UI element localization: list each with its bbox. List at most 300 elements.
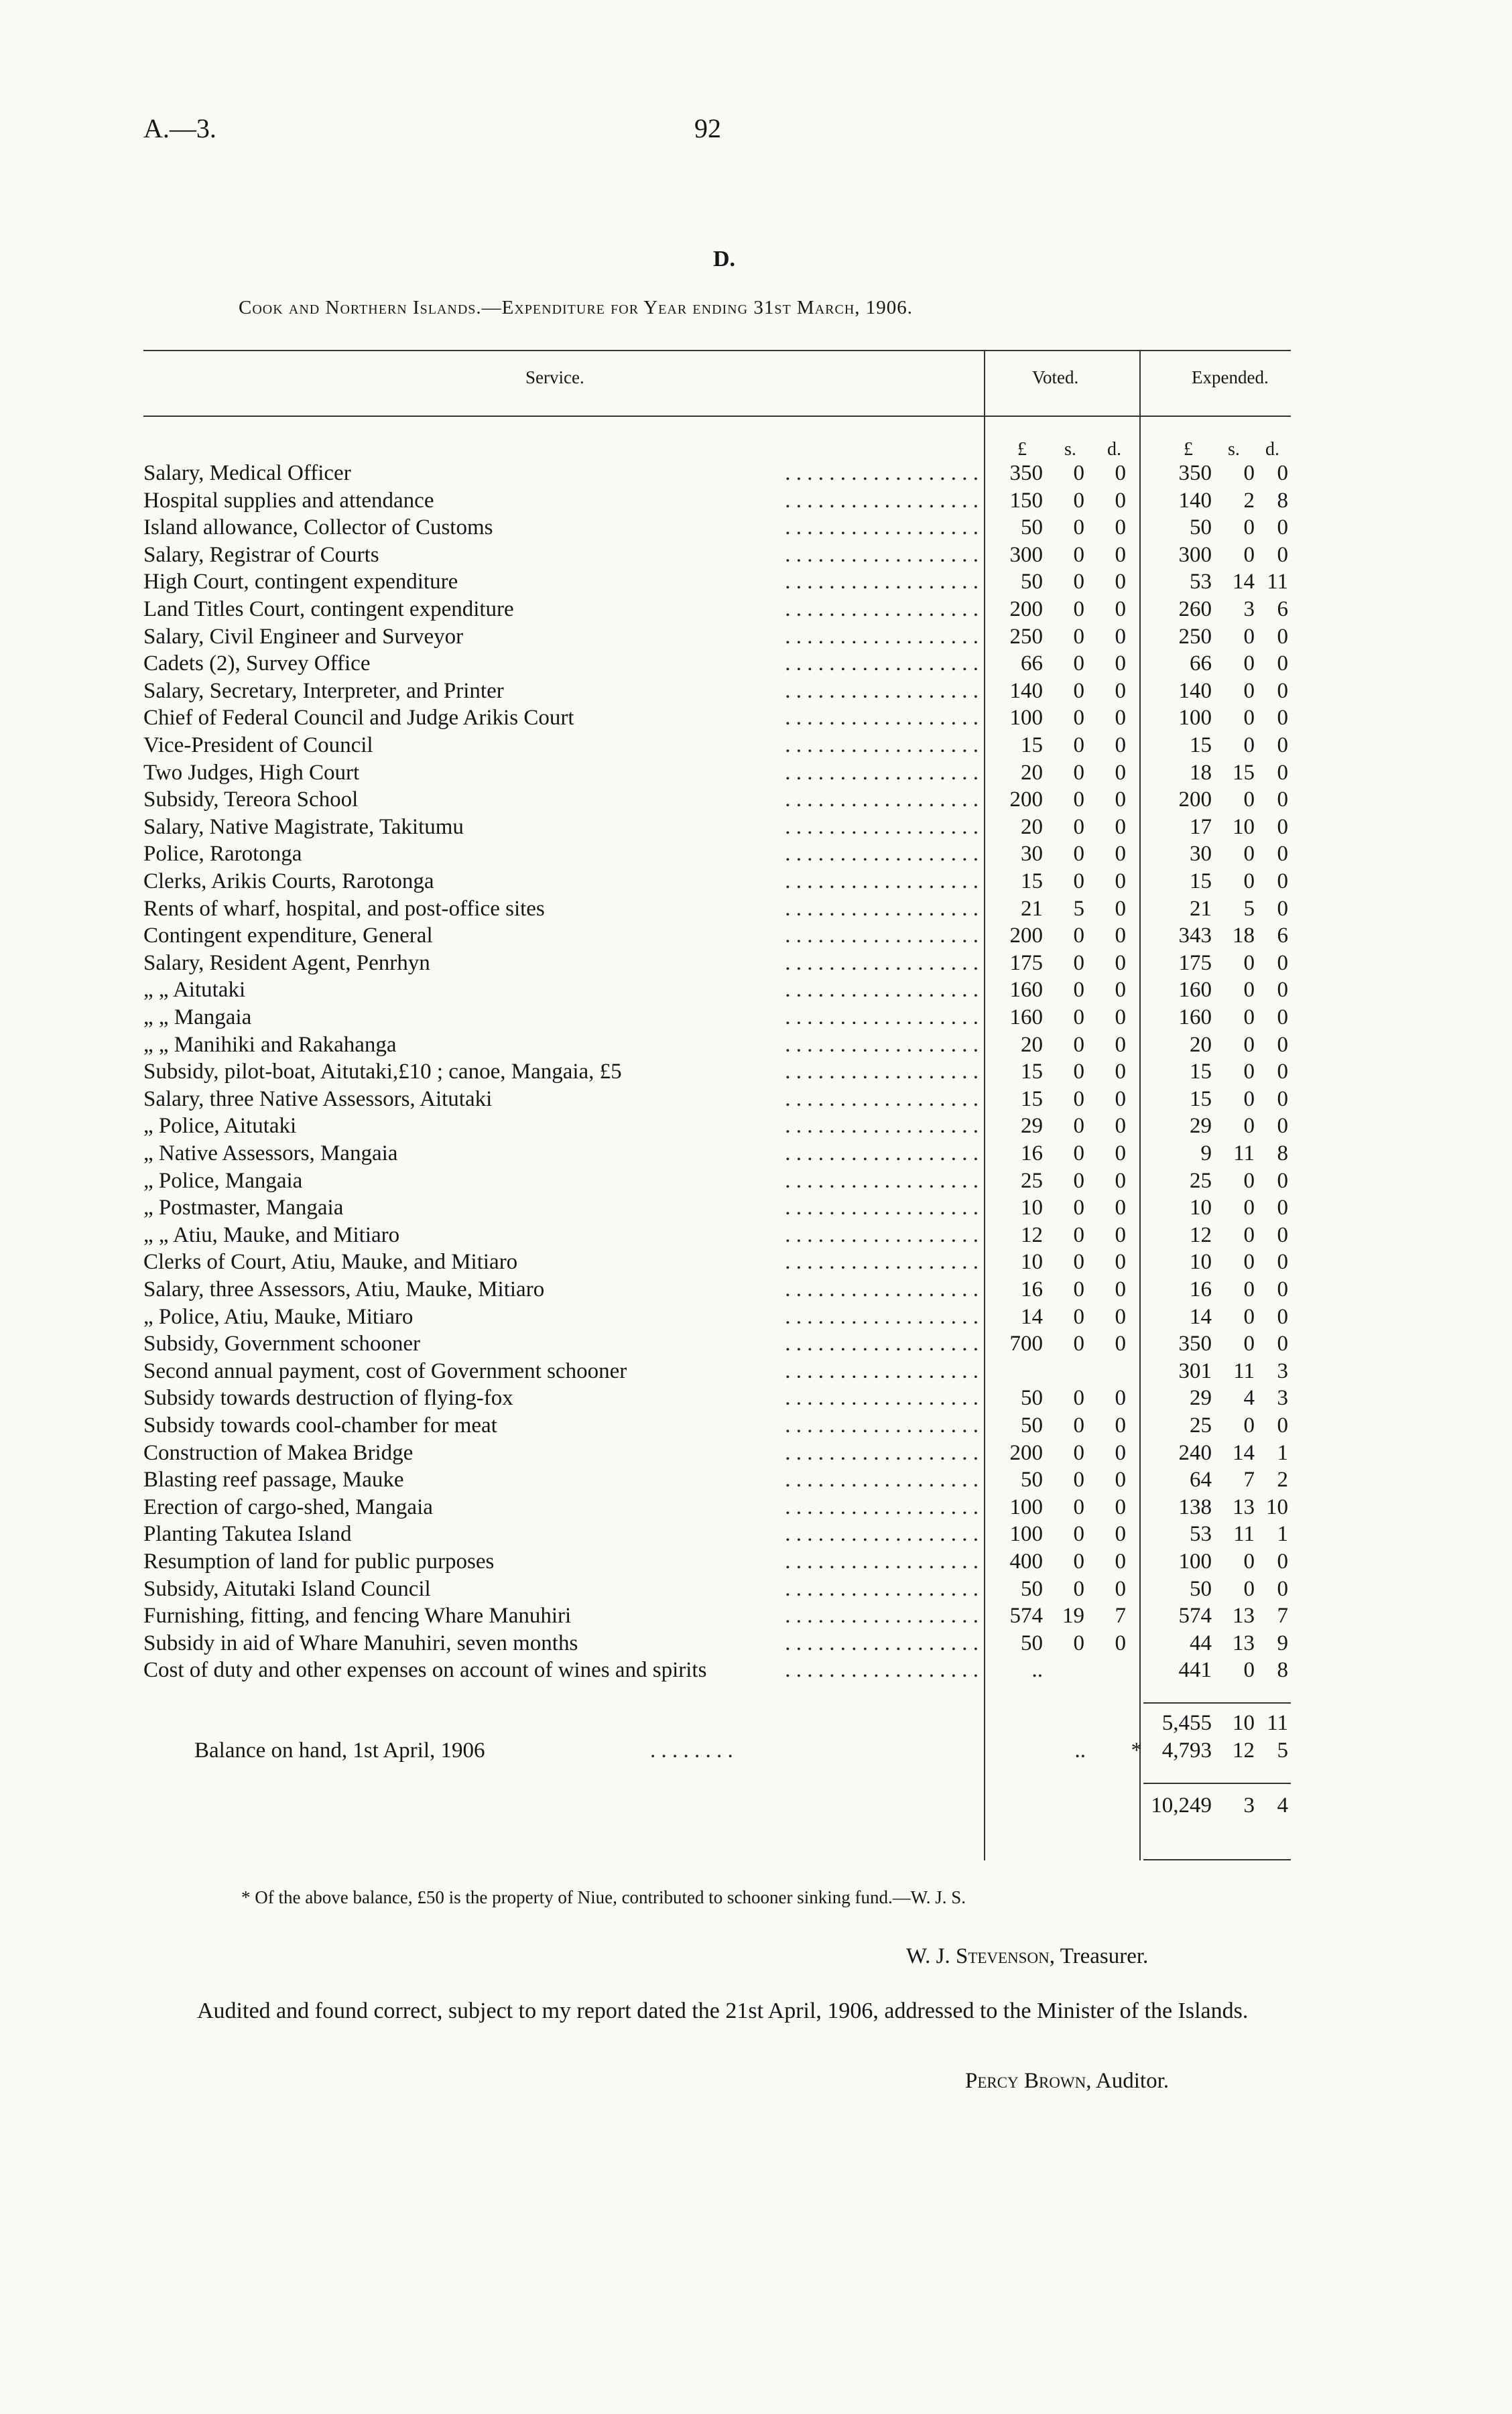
leader-dots: . . . . . . . . . . . . . . . . . . (785, 1658, 979, 1683)
voted-shillings: 0 (1073, 1522, 1084, 1547)
expended-pence: 8 (1277, 1141, 1288, 1165)
leader-dots: . . . . . . . . . . . . . . . . . . (785, 787, 979, 812)
document-reference: A.—3. (143, 113, 216, 143)
expended-shillings: 14 (1233, 570, 1255, 594)
expended-shillings: 0 (1243, 1250, 1255, 1275)
treasurer-title: Treasurer. (1060, 1944, 1149, 1968)
table-row (0, 1223, 1512, 1251)
leader-dots: . . . . . . . . . . . . . . . . . . (785, 624, 979, 649)
table-row (0, 842, 1512, 869)
table-row (0, 787, 1512, 815)
total-rule (1143, 1783, 1291, 1784)
expended-shillings: 0 (1243, 733, 1255, 757)
voted-pence: 0 (1115, 1304, 1126, 1329)
voted-shillings: 0 (1073, 515, 1084, 540)
service-description: Salary, Civil Engineer and Surveyor (143, 625, 468, 649)
voted-pounds: 21 (1021, 896, 1043, 921)
service-description: Subsidy towards destruction of flying-fox (143, 1386, 519, 1411)
expended-shillings: 0 (1243, 1332, 1255, 1356)
voted-pence: 0 (1115, 570, 1126, 594)
service-description: Cost of duty and other expenses on account of wines and spirits (143, 1658, 712, 1683)
voted-pounds: 20 (1021, 1032, 1043, 1057)
expended-column-header: Expended. (1192, 367, 1269, 387)
voted-pounds: 30 (1021, 842, 1043, 867)
table-row (0, 1604, 1512, 1631)
voted-pounds: 160 (1009, 978, 1043, 1003)
service-description: Subsidy in aid of Whare Manuhiri, seven months (143, 1631, 583, 1656)
leader-dots: . . . . . . . . . . . . . . . . . . (785, 515, 979, 540)
table-row (0, 1250, 1512, 1277)
voted-shillings: 0 (1073, 1631, 1084, 1655)
service-description: Salary, Resident Agent, Penrhyn (143, 951, 436, 976)
expended-pounds: 160 (1178, 978, 1212, 1003)
voted-shillings: 0 (1073, 1141, 1084, 1165)
expended-pounds: 12 (1190, 1222, 1212, 1247)
leader-dots: . . . . . . . . . . . . . . . . . . (785, 1495, 979, 1519)
voted-pounds: 15 (1021, 1060, 1043, 1084)
expended-shillings: 0 (1243, 1658, 1255, 1683)
service-description: Salary, three Assessors, Atiu, Mauke, Mitiaro (143, 1277, 550, 1302)
leader-dots: . . . . . . . . . . . . . . . . . . (785, 1549, 979, 1574)
table-row (0, 625, 1512, 652)
expended-pence: 1 (1277, 1522, 1288, 1547)
voted-shillings: 0 (1073, 1495, 1084, 1519)
expended-pence: 0 (1277, 842, 1288, 867)
leader-dots: . . . . . . . . . . . . . . . . . . (785, 950, 979, 975)
table-row (0, 679, 1512, 706)
expended-pounds: 29 (1190, 1114, 1212, 1139)
expended-shillings: 0 (1243, 950, 1255, 975)
expended-pence: 0 (1277, 1332, 1288, 1356)
voted-pounds: 29 (1021, 1114, 1043, 1139)
service-description: Subsidy, pilot-boat, Aitutaki,£10 ; canoe, Mangaia, £5 (143, 1060, 627, 1084)
leader-dots: . . . . . . . . . . . . . . . . . . (785, 1332, 979, 1356)
voted-shillings: 0 (1073, 1005, 1084, 1029)
expended-shillings: 0 (1243, 787, 1255, 812)
voted-pounds: 574 (1009, 1604, 1043, 1629)
leader-dots: . . . . . . . . . . . . . . . . . . (785, 597, 979, 621)
voted-pence: 0 (1115, 488, 1126, 513)
table-top-rule (143, 350, 1291, 351)
voted-pence: 0 (1115, 1005, 1126, 1029)
expended-pence: 0 (1277, 814, 1288, 839)
expended-shillings: 10 (1233, 814, 1255, 839)
expended-pence: 0 (1277, 1413, 1288, 1438)
expended-pence: 6 (1277, 597, 1288, 621)
voted-shillings: 0 (1073, 842, 1084, 867)
balance-shillings: 12 (1233, 1738, 1255, 1763)
leader-dots: . . . . . . . . . . . . . . . . . . (785, 869, 979, 893)
expended-shillings: 0 (1243, 1032, 1255, 1057)
leader-dots: . . . . . . . . . . . . . . . . . . (785, 1250, 979, 1275)
voted-shillings: 0 (1073, 1576, 1084, 1601)
expended-shillings: 0 (1243, 1196, 1255, 1220)
expended-pence: 0 (1277, 896, 1288, 921)
voted-shillings: 0 (1073, 924, 1084, 948)
expended-pence: 3 (1277, 1386, 1288, 1411)
balance-voted: .. (1074, 1738, 1086, 1763)
subtotal-pence: 11 (1267, 1711, 1288, 1735)
voted-pence: 0 (1115, 461, 1126, 485)
expended-pounds: 44 (1190, 1631, 1212, 1655)
voted-pounds: 100 (1009, 1495, 1043, 1519)
service-description: Resumption of land for public purposes (143, 1549, 499, 1574)
service-description: Salary, Medical Officer (143, 461, 357, 486)
balance-row (0, 1738, 1512, 1766)
service-description: Island allowance, Collector of Customs (143, 515, 498, 540)
expended-pounds: 160 (1178, 1005, 1212, 1029)
leader-dots: . . . . . . . . . . . . . . . . . . (785, 842, 979, 867)
voted-shillings: 0 (1073, 1549, 1084, 1574)
expended-pence: 0 (1277, 678, 1288, 703)
table-row (0, 515, 1512, 543)
voted-pounds: 350 (1009, 461, 1043, 485)
voted-pence: 0 (1115, 1576, 1126, 1601)
expended-pounds: 350 (1178, 1332, 1212, 1356)
voted-pounds: 250 (1009, 624, 1043, 649)
leader-dots: . . . . . . . . . . . . . . . . . . (785, 760, 979, 785)
expended-pound-unit: £ (1184, 439, 1193, 460)
voted-shillings: 0 (1073, 488, 1084, 513)
voted-shillings: 19 (1062, 1604, 1084, 1629)
expended-pence: 7 (1277, 1604, 1288, 1629)
expended-pounds: 343 (1178, 924, 1212, 948)
service-description: „ „ Mangaia (143, 1005, 257, 1030)
expended-pounds: 29 (1190, 1386, 1212, 1411)
expended-penny-unit: d. (1265, 439, 1279, 460)
table-row (0, 543, 1512, 570)
voted-shillings: 0 (1073, 1277, 1084, 1301)
expended-pounds: 50 (1190, 515, 1212, 540)
voted-shillings: 0 (1073, 1413, 1084, 1438)
table-row (0, 1277, 1512, 1305)
expended-pounds: 441 (1178, 1658, 1212, 1683)
service-description: Clerks of Court, Atiu, Mauke, and Mitiaro (143, 1250, 523, 1275)
voted-pounds: 300 (1009, 542, 1043, 567)
expended-pounds: 9 (1200, 1141, 1212, 1165)
expended-pence: 0 (1277, 1277, 1288, 1301)
voted-pence: 0 (1115, 1086, 1126, 1111)
voted-pounds: 50 (1021, 515, 1043, 540)
service-description: Police, Rarotonga (143, 842, 307, 867)
leader-dots: . . . . . . . . . . . . . . . . . . (785, 1468, 979, 1492)
expended-pounds: 20 (1190, 1032, 1212, 1057)
expended-pence: 3 (1277, 1358, 1288, 1383)
voted-shillings: 0 (1073, 760, 1084, 785)
voted-pound-unit: £ (1017, 439, 1027, 460)
expended-shillings: 0 (1243, 869, 1255, 893)
service-description: Salary, Registrar of Courts (143, 543, 385, 568)
voted-shillings: 0 (1073, 1332, 1084, 1356)
expended-shillings: 0 (1243, 1168, 1255, 1193)
voted-pence: 7 (1115, 1604, 1126, 1629)
expended-pence: 0 (1277, 1549, 1288, 1574)
service-description: „ Police, Aitutaki (143, 1114, 302, 1139)
voted-pence: 0 (1115, 787, 1126, 812)
expended-shillings: 0 (1243, 706, 1255, 730)
leader-dots: . . . . . . . . . . . . . . . . . . (785, 1604, 979, 1629)
expended-shillings: 0 (1243, 1576, 1255, 1601)
expended-shillings: 7 (1243, 1468, 1255, 1492)
voted-pence: 0 (1115, 924, 1126, 948)
voted-pence: 0 (1115, 1032, 1126, 1057)
expended-pence: 0 (1277, 978, 1288, 1003)
expended-pounds: 53 (1190, 1522, 1212, 1547)
balance-leader-dots: . . . . . . . . (650, 1738, 733, 1763)
voted-shillings: 0 (1073, 978, 1084, 1003)
service-description: Contingent expenditure, General (143, 924, 438, 948)
service-description: Subsidy, Government schooner (143, 1332, 426, 1356)
voted-shillings: 0 (1073, 1060, 1084, 1084)
voted-pounds: 15 (1021, 1086, 1043, 1111)
voted-shillings: 0 (1073, 869, 1084, 893)
table-row (0, 951, 1512, 978)
service-description: High Court, contingent expenditure (143, 570, 463, 594)
expended-shillings: 11 (1233, 1358, 1255, 1383)
voted-pence: 0 (1115, 814, 1126, 839)
voted-pence: 0 (1115, 896, 1126, 921)
voted-pounds: .. (1031, 1658, 1043, 1683)
expended-shillings: 14 (1233, 1440, 1255, 1465)
voted-pounds: 16 (1021, 1277, 1043, 1301)
expended-shillings: 11 (1233, 1141, 1255, 1165)
voted-pounds: 200 (1009, 787, 1043, 812)
voted-pence: 0 (1115, 706, 1126, 730)
voted-pounds: 25 (1021, 1168, 1043, 1193)
subtotal-shillings: 10 (1233, 1711, 1255, 1735)
expended-shillings: 3 (1243, 597, 1255, 621)
table-title: Cook and Northern Islands.—Expenditure for Year ending 31st March, 1906. (239, 297, 914, 318)
expended-pence: 0 (1277, 1114, 1288, 1139)
service-description: Vice-President of Council (143, 733, 379, 758)
expended-shillings: 0 (1243, 842, 1255, 867)
voted-pence: 0 (1115, 1060, 1126, 1084)
voted-pounds: 16 (1021, 1141, 1043, 1165)
table-row (0, 461, 1512, 489)
table-row (0, 1549, 1512, 1577)
expended-pounds: 15 (1190, 1086, 1212, 1111)
expended-shillings: 0 (1243, 624, 1255, 649)
voted-shilling-unit: s. (1064, 439, 1076, 460)
voted-pence: 0 (1115, 869, 1126, 893)
treasurer-signature (906, 1944, 1148, 1969)
auditor-signature (965, 2069, 1169, 2094)
table-row (0, 1522, 1512, 1549)
table-row (0, 761, 1512, 788)
expended-pounds: 66 (1190, 651, 1212, 676)
expended-pounds: 18 (1190, 760, 1212, 785)
table-row (0, 1577, 1512, 1604)
voted-pence: 0 (1115, 1141, 1126, 1165)
expended-pence: 0 (1277, 1222, 1288, 1247)
voted-pence: 0 (1115, 1222, 1126, 1247)
table-row (0, 1359, 1512, 1387)
expended-pounds: 100 (1178, 706, 1212, 730)
voted-pence: 0 (1115, 950, 1126, 975)
voted-pence: 0 (1115, 978, 1126, 1003)
service-description: Planting Takutea Island (143, 1522, 357, 1547)
voted-pounds: 20 (1021, 760, 1043, 785)
voted-shillings: 0 (1073, 461, 1084, 485)
leader-dots: . . . . . . . . . . . . . . . . . . (785, 678, 979, 703)
leader-dots: . . . . . . . . . . . . . . . . . . (785, 1196, 979, 1220)
voted-pence: 0 (1115, 1631, 1126, 1655)
voted-pounds: 100 (1009, 706, 1043, 730)
service-description: „ Police, Mangaia (143, 1169, 308, 1194)
voted-pence: 0 (1115, 1250, 1126, 1275)
table-row (0, 1332, 1512, 1359)
balance-label: Balance on hand, 1st April, 1906 (194, 1738, 485, 1763)
expended-pounds: 10 (1190, 1196, 1212, 1220)
expended-pounds: 300 (1178, 542, 1212, 567)
voted-shillings: 0 (1073, 1304, 1084, 1329)
leader-dots: . . . . . . . . . . . . . . . . . . (785, 978, 979, 1003)
subtotal-rule (1143, 1702, 1291, 1704)
leader-dots: . . . . . . . . . . . . . . . . . . (785, 1222, 979, 1247)
expended-pounds: 15 (1190, 733, 1212, 757)
table-row (0, 897, 1512, 924)
voted-shillings: 0 (1073, 1086, 1084, 1111)
expended-pence: 0 (1277, 1196, 1288, 1220)
expended-shillings: 11 (1233, 1522, 1255, 1547)
expended-pence: 0 (1277, 461, 1288, 485)
leader-dots: . . . . . . . . . . . . . . . . . . (785, 1141, 979, 1165)
leader-dots: . . . . . . . . . . . . . . . . . . (785, 1386, 979, 1411)
total-shillings: 3 (1243, 1793, 1255, 1818)
expended-shillings: 0 (1243, 678, 1255, 703)
voted-shillings: 0 (1073, 1468, 1084, 1492)
voted-pence: 0 (1115, 1413, 1126, 1438)
expended-shillings: 2 (1243, 488, 1255, 513)
expended-pence: 0 (1277, 760, 1288, 785)
section-letter: D. (713, 247, 736, 271)
leader-dots: . . . . . . . . . . . . . . . . . . (785, 1576, 979, 1601)
expended-shillings: 13 (1233, 1604, 1255, 1629)
leader-dots: . . . . . . . . . . . . . . . . . . (785, 706, 979, 730)
expended-pounds: 30 (1190, 842, 1212, 867)
expended-pence: 0 (1277, 706, 1288, 730)
expended-pence: 0 (1277, 1060, 1288, 1084)
total-row (0, 1793, 1512, 1821)
table-row (0, 869, 1512, 897)
leader-dots: . . . . . . . . . . . . . . . . . . (785, 1522, 979, 1547)
expended-pence: 0 (1277, 1005, 1288, 1029)
expended-shillings: 0 (1243, 1304, 1255, 1329)
balance-marker: * (1131, 1738, 1142, 1763)
service-column-header: Service. (525, 367, 584, 387)
voted-pounds: 14 (1021, 1304, 1043, 1329)
service-description: Salary, Native Magistrate, Takitumu (143, 815, 469, 840)
voted-shillings: 0 (1073, 1168, 1084, 1193)
voted-shillings: 0 (1073, 624, 1084, 649)
expended-pounds: 138 (1178, 1495, 1212, 1519)
expended-pence: 0 (1277, 733, 1288, 757)
service-description: Hospital supplies and attendance (143, 489, 439, 513)
expended-shillings: 15 (1233, 760, 1255, 785)
voted-pence: 0 (1115, 1277, 1126, 1301)
table-row (0, 1305, 1512, 1332)
service-description: Rents of wharf, hospital, and post-office sites (143, 897, 550, 922)
service-description: „ Police, Atiu, Mauke, Mitiaro (143, 1305, 418, 1330)
service-description: Erection of cargo-shed, Mangaia (143, 1495, 438, 1520)
expended-shillings: 13 (1233, 1631, 1255, 1655)
service-description: Furnishing, fitting, and fencing Whare Manuhiri (143, 1604, 576, 1629)
service-description: Subsidy, Aitutaki Island Council (143, 1577, 436, 1602)
expended-shillings: 13 (1233, 1495, 1255, 1519)
expended-shillings: 0 (1243, 1222, 1255, 1247)
voted-pounds: 200 (1009, 1440, 1043, 1465)
leader-dots: . . . . . . . . . . . . . . . . . . (785, 733, 979, 757)
voted-pounds: 150 (1009, 488, 1043, 513)
voted-column-header: Voted. (1032, 367, 1079, 387)
expended-pounds: 240 (1178, 1440, 1212, 1465)
expended-pounds: 53 (1190, 570, 1212, 594)
leader-dots: . . . . . . . . . . . . . . . . . . (785, 1631, 979, 1655)
expended-pence: 0 (1277, 1032, 1288, 1057)
leader-dots: . . . . . . . . . . . . . . . . . . (785, 1060, 979, 1084)
voted-pence: 0 (1115, 542, 1126, 567)
voted-pounds: 50 (1021, 1413, 1043, 1438)
voted-pence: 0 (1115, 1114, 1126, 1139)
table-row (0, 706, 1512, 733)
table-row (0, 489, 1512, 516)
voted-pence: 0 (1115, 1386, 1126, 1411)
subtotal-row (0, 1711, 1512, 1738)
voted-pounds: 10 (1021, 1196, 1043, 1220)
expended-pounds: 260 (1178, 597, 1212, 621)
table-row (0, 1386, 1512, 1413)
expended-pounds: 200 (1178, 787, 1212, 812)
voted-pence: 0 (1115, 1168, 1126, 1193)
expended-pence: 8 (1277, 1658, 1288, 1683)
expended-shillings: 0 (1243, 515, 1255, 540)
voted-pounds: 100 (1009, 1522, 1043, 1547)
table-row (0, 815, 1512, 842)
auditor-title: Auditor. (1095, 2069, 1170, 2093)
voted-pounds: 10 (1021, 1250, 1043, 1275)
leader-dots: . . . . . . . . . . . . . . . . . . (785, 924, 979, 948)
voted-shillings: 0 (1073, 1222, 1084, 1247)
header-bottom-rule (143, 416, 1291, 417)
auditor-name: Percy Brown, (965, 2069, 1092, 2093)
voted-pounds: 15 (1021, 869, 1043, 893)
voted-pounds: 200 (1009, 924, 1043, 948)
expended-pence: 11 (1267, 570, 1288, 594)
expended-pence: 6 (1277, 924, 1288, 948)
expended-pence: 0 (1277, 1168, 1288, 1193)
expended-shillings: 0 (1243, 1277, 1255, 1301)
subtotal-pounds: 5,455 (1161, 1711, 1212, 1735)
voted-shillings: 0 (1073, 787, 1084, 812)
expended-pounds: 140 (1178, 678, 1212, 703)
voted-shillings: 0 (1073, 651, 1084, 676)
treasurer-name: W. J. Stevenson, (906, 1944, 1055, 1968)
expended-pence: 1 (1277, 1440, 1288, 1465)
voted-shillings: 0 (1073, 1386, 1084, 1411)
table-row (0, 1413, 1512, 1441)
voted-shillings: 0 (1073, 950, 1084, 975)
voted-pence: 0 (1115, 678, 1126, 703)
expended-pence: 0 (1277, 624, 1288, 649)
voted-pence: 0 (1115, 1440, 1126, 1465)
expended-pounds: 574 (1178, 1604, 1212, 1629)
voted-shillings: 0 (1073, 1114, 1084, 1139)
expended-pounds: 14 (1190, 1304, 1212, 1329)
leader-dots: . . . . . . . . . . . . . . . . . . (785, 1086, 979, 1111)
leader-dots: . . . . . . . . . . . . . . . . . . (785, 814, 979, 839)
service-description: Blasting reef passage, Mauke (143, 1468, 410, 1492)
service-description: Salary, Secretary, Interpreter, and Printer (143, 679, 509, 704)
